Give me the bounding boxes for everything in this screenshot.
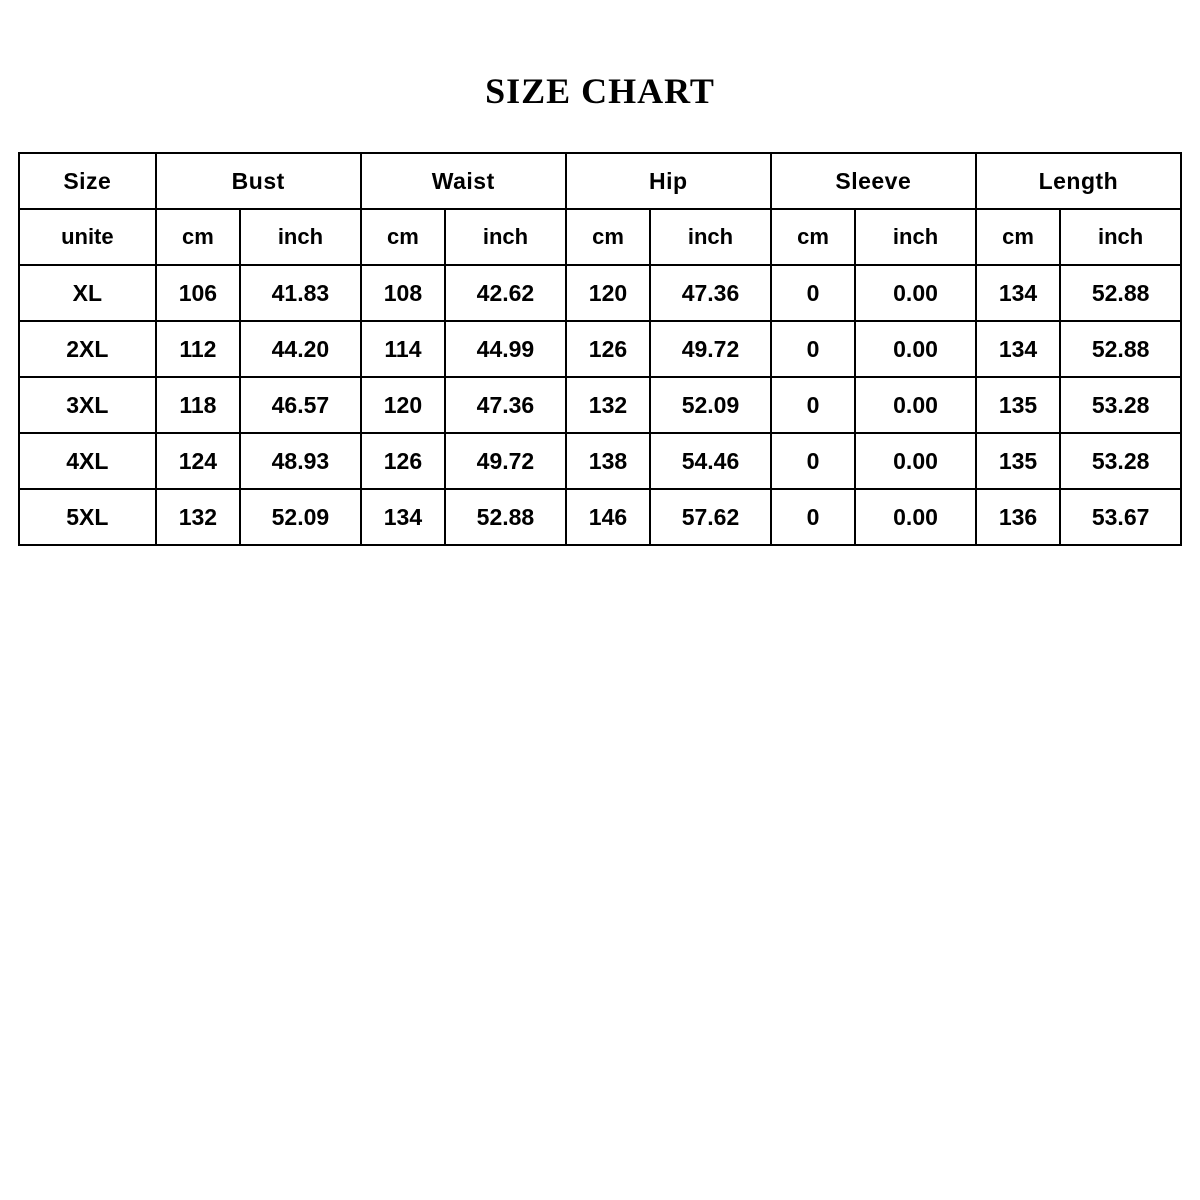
cell-bust-inch: 46.57 xyxy=(240,377,361,433)
cell-waist-inch: 52.88 xyxy=(445,489,566,545)
cell-hip-inch: 54.46 xyxy=(650,433,771,489)
cell-waist-inch: 44.99 xyxy=(445,321,566,377)
cell-waist-inch: 42.62 xyxy=(445,265,566,321)
cell-waist-cm: 120 xyxy=(361,377,445,433)
cell-size: XL xyxy=(19,265,156,321)
cell-waist-inch: 47.36 xyxy=(445,377,566,433)
size-chart-table xyxy=(18,152,1182,546)
cell-waist-inch: 49.72 xyxy=(445,433,566,489)
cell-bust-inch: 44.20 xyxy=(240,321,361,377)
page-title: SIZE CHART xyxy=(485,71,715,111)
unit-cell-bust-inch: inch xyxy=(240,209,361,265)
cell-length-cm: 135 xyxy=(976,377,1060,433)
cell-length-inch: 53.67 xyxy=(1060,489,1181,545)
cell-waist-cm: 134 xyxy=(361,489,445,545)
unit-cell-waist-inch: inch xyxy=(445,209,566,265)
cell-sleeve-inch: 0.00 xyxy=(855,489,976,545)
cell-length-inch: 53.28 xyxy=(1060,377,1181,433)
cell-sleeve-cm: 0 xyxy=(771,265,855,321)
group-header-sleeve: Sleeve xyxy=(771,153,976,209)
unit-cell-sleeve-inch: inch xyxy=(855,209,976,265)
cell-size: 4XL xyxy=(19,433,156,489)
cell-sleeve-inch: 0.00 xyxy=(855,377,976,433)
cell-bust-inch: 52.09 xyxy=(240,489,361,545)
cell-bust-cm: 124 xyxy=(156,433,240,489)
cell-waist-cm: 114 xyxy=(361,321,445,377)
cell-waist-cm: 108 xyxy=(361,265,445,321)
group-header-size: Size xyxy=(19,153,156,209)
cell-sleeve-inch: 0.00 xyxy=(855,265,976,321)
cell-sleeve-cm: 0 xyxy=(771,433,855,489)
unit-cell-hip-cm: cm xyxy=(566,209,650,265)
unit-cell-label: unite xyxy=(19,209,156,265)
cell-size: 5XL xyxy=(19,489,156,545)
cell-length-cm: 136 xyxy=(976,489,1060,545)
group-header-length: Length xyxy=(976,153,1181,209)
size-chart-table-wrapper xyxy=(18,152,1182,546)
cell-bust-cm: 112 xyxy=(156,321,240,377)
cell-bust-cm: 106 xyxy=(156,265,240,321)
cell-hip-cm: 126 xyxy=(566,321,650,377)
cell-hip-cm: 120 xyxy=(566,265,650,321)
unit-cell-waist-cm: cm xyxy=(361,209,445,265)
table-row xyxy=(19,377,1181,433)
cell-hip-inch: 49.72 xyxy=(650,321,771,377)
cell-sleeve-inch: 0.00 xyxy=(855,433,976,489)
table-row xyxy=(19,489,1181,545)
table-row xyxy=(19,321,1181,377)
table-group-header-row xyxy=(19,153,1181,209)
cell-hip-cm: 132 xyxy=(566,377,650,433)
group-header-waist: Waist xyxy=(361,153,566,209)
cell-bust-inch: 48.93 xyxy=(240,433,361,489)
cell-waist-cm: 126 xyxy=(361,433,445,489)
cell-sleeve-inch: 0.00 xyxy=(855,321,976,377)
group-header-hip: Hip xyxy=(566,153,771,209)
cell-bust-inch: 41.83 xyxy=(240,265,361,321)
cell-sleeve-cm: 0 xyxy=(771,321,855,377)
cell-bust-cm: 118 xyxy=(156,377,240,433)
unit-cell-length-cm: cm xyxy=(976,209,1060,265)
group-header-bust: Bust xyxy=(156,153,361,209)
cell-length-cm: 134 xyxy=(976,265,1060,321)
unit-cell-sleeve-cm: cm xyxy=(771,209,855,265)
cell-hip-inch: 57.62 xyxy=(650,489,771,545)
cell-hip-inch: 52.09 xyxy=(650,377,771,433)
cell-sleeve-cm: 0 xyxy=(771,377,855,433)
cell-length-inch: 53.28 xyxy=(1060,433,1181,489)
cell-bust-cm: 132 xyxy=(156,489,240,545)
unit-cell-length-inch: inch xyxy=(1060,209,1181,265)
unit-cell-bust-cm: cm xyxy=(156,209,240,265)
table-unit-row xyxy=(19,209,1181,265)
cell-hip-inch: 47.36 xyxy=(650,265,771,321)
cell-length-inch: 52.88 xyxy=(1060,265,1181,321)
cell-length-inch: 52.88 xyxy=(1060,321,1181,377)
cell-size: 2XL xyxy=(19,321,156,377)
cell-length-cm: 134 xyxy=(976,321,1060,377)
cell-size: 3XL xyxy=(19,377,156,433)
cell-length-cm: 135 xyxy=(976,433,1060,489)
cell-hip-cm: 138 xyxy=(566,433,650,489)
unit-cell-hip-inch: inch xyxy=(650,209,771,265)
cell-hip-cm: 146 xyxy=(566,489,650,545)
cell-sleeve-cm: 0 xyxy=(771,489,855,545)
table-row xyxy=(19,265,1181,321)
table-row xyxy=(19,433,1181,489)
